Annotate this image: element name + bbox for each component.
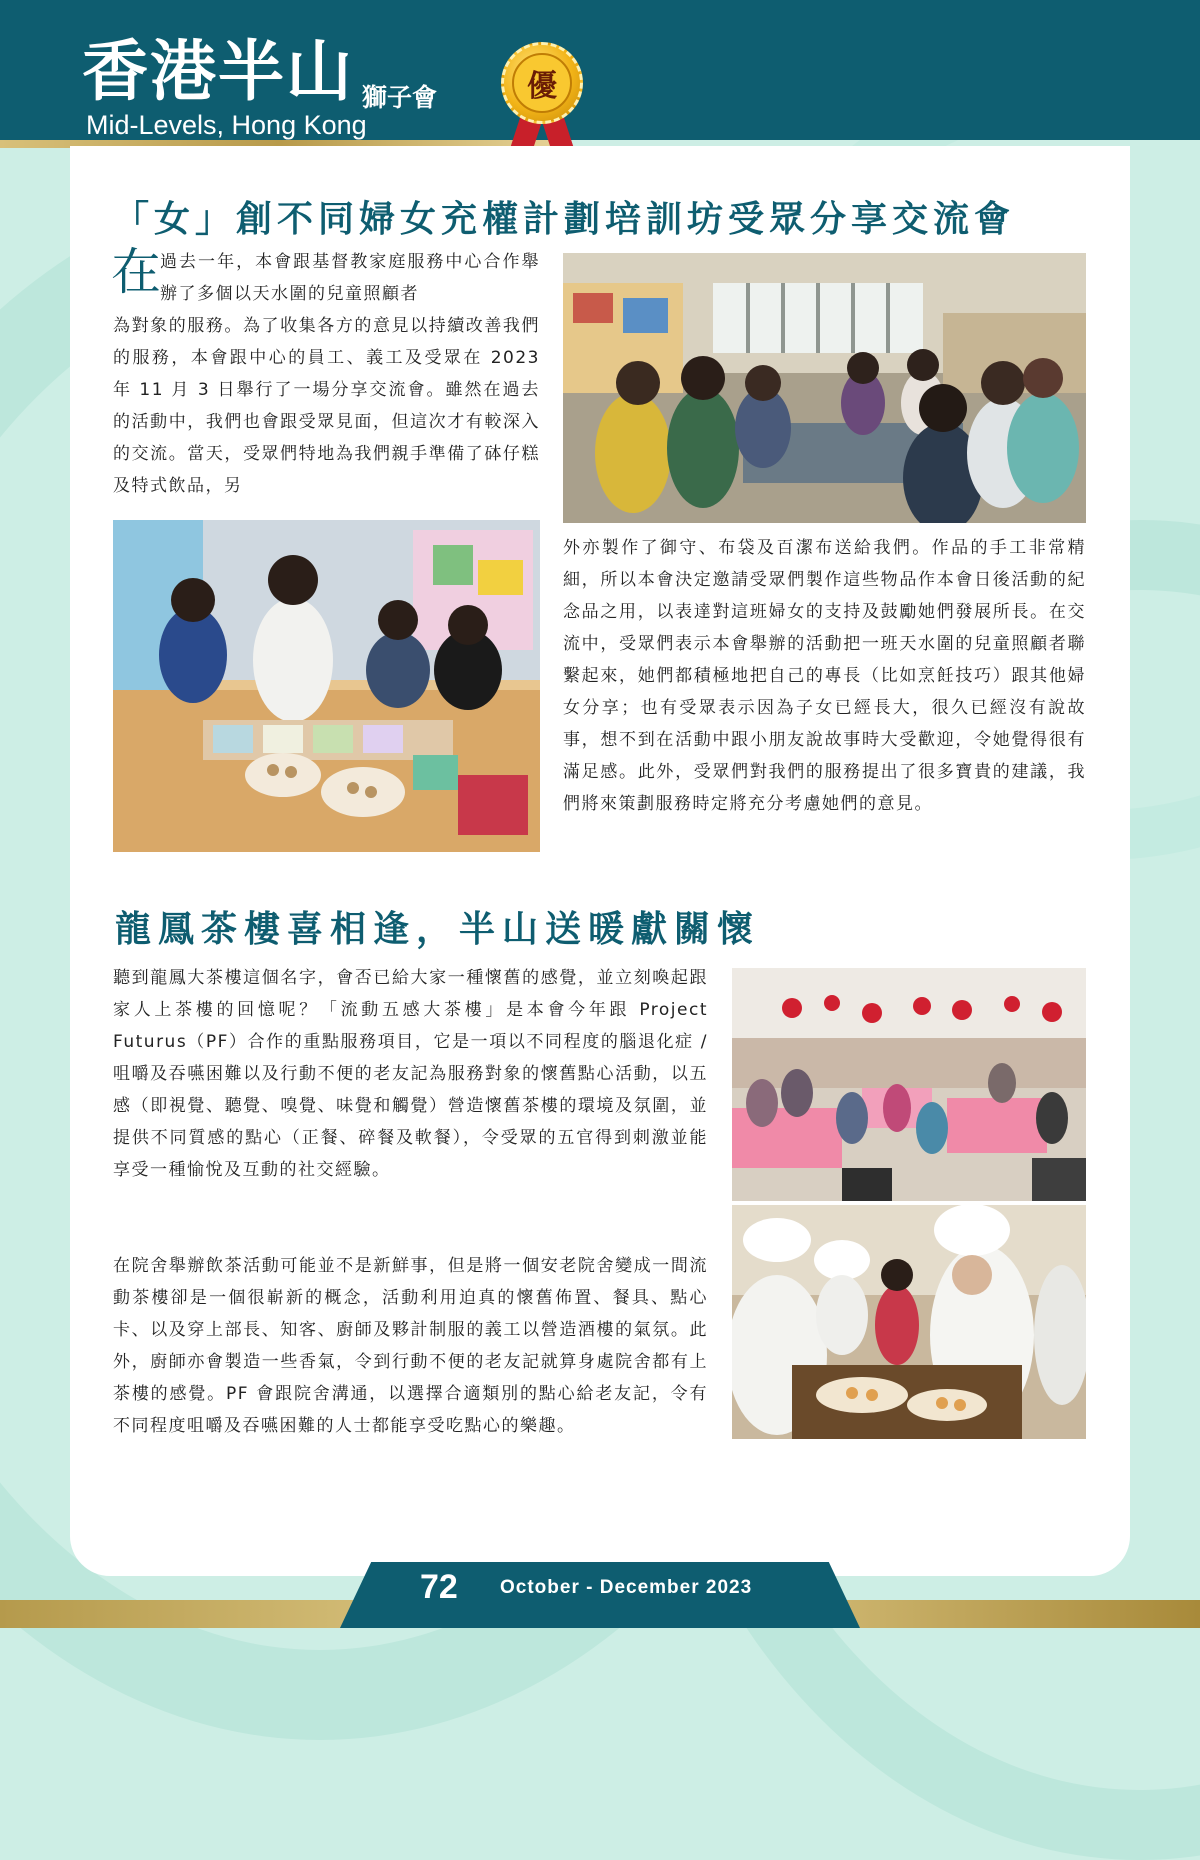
- issue-date: October - December 2023: [500, 1577, 753, 1598]
- article1-lead: 過去一年，本會跟基督教家庭服務中心合作舉辦了多個以天水圍的兒童照顧者: [160, 252, 540, 304]
- photo-sharing-session: [563, 253, 1086, 523]
- article1-body1: 為對象的服務。為了收集各方的意見以持續改善我們的服務，本會跟中心的員工、義工及受眾在 2023 年 11 月 3 日舉行了一場分享交流會。雖然在過去的活動中，我們也會跟受眾見面，但這次才有較深入的交流。當天，受眾們特地為我們親手準備了砵仔糕及特式飲品，另: [113, 316, 540, 496]
- club-subtitle: 獅子會: [362, 83, 438, 112]
- article2-body2: 在院舍舉辦飲茶活動可能並不是新鮮事，但是將一個安老院舍變成一間流動茶樓卻是一個很嶄新的概念，活動利用迫真的懷舊佈置、餐具、點心卡、以及穿上部長、知客、廚師及夥計制服的義工以營造酒樓的氣氛。此外，廚師亦會製造一些香氣，令到行動不便的老友記就算身處院舍都有上茶樓的感覺。PF 會跟院舍溝通，以選擇合適類別的點心給老友記，令有不同程度咀嚼及吞嚥困難的人士都能享受吃點心的樂趣。: [113, 1256, 708, 1436]
- club-english-name: Mid-Levels, Hong Kong: [86, 110, 367, 140]
- article2-heading: 龍鳳茶樓喜相逢，半山送暖獻關懷: [115, 909, 761, 950]
- article1-heading: 「女」創不同婦女充權計劃培訓坊受眾分享交流會: [113, 199, 1016, 240]
- page-number: 72: [420, 1568, 458, 1606]
- medal-disc: [501, 42, 583, 124]
- club-title: 香港半山: [82, 32, 354, 110]
- photo-handmade-snacks: [113, 520, 540, 852]
- article2-body1: 聽到龍鳳大茶樓這個名字，會否已給大家一種懷舊的感覺，並立刻喚起跟家人上茶樓的回憶呢？「流動五感大茶樓」是本會今年跟 Project Futurus（PF）合作的重點服務項目，它是一項以不同程度的腦退化症 / 咀嚼及吞嚥困難以及行動不便的老友記為服務對象的懷舊點心活動，以五感（即視覺、聽覺、嗅覺、味覺和觸覺）營造懷舊茶樓的環境及氛圍，並提供不同質感的點心（正餐、碎餐及軟餐），令受眾的五官得到刺激並能享受一種愉悅及互動的社交經驗。: [113, 968, 708, 1180]
- article1-dropcap: 在: [111, 243, 161, 301]
- article1-body2: 外亦製作了御守、布袋及百潔布送給我們。作品的手工非常精細，所以本會決定邀請受眾們製作這些物品作本會日後活動的紀念品之用，以表達對這班婦女的支持及鼓勵她們發展所長。在交流中，受眾們表示本會舉辦的活動把一班天水圍的兒童照顧者聯繫起來，她們都積極地把自己的專長（比如烹飪技巧）跟其他婦女分享；也有受眾表示因為子女已經長大，很久已經沒有說故事，想不到在活動中跟小朋友說故事時大受歡迎，令她覺得很有滿足感。此外，受眾們對我們的服務提出了很多寶貴的建議，我們將來策劃服務時定將充分考慮她們的意見。: [563, 538, 1086, 814]
- medal-glyph: 優: [512, 53, 572, 113]
- photo-teahouse-event: [732, 968, 1086, 1201]
- photo-chefs-cooking: [732, 1205, 1086, 1439]
